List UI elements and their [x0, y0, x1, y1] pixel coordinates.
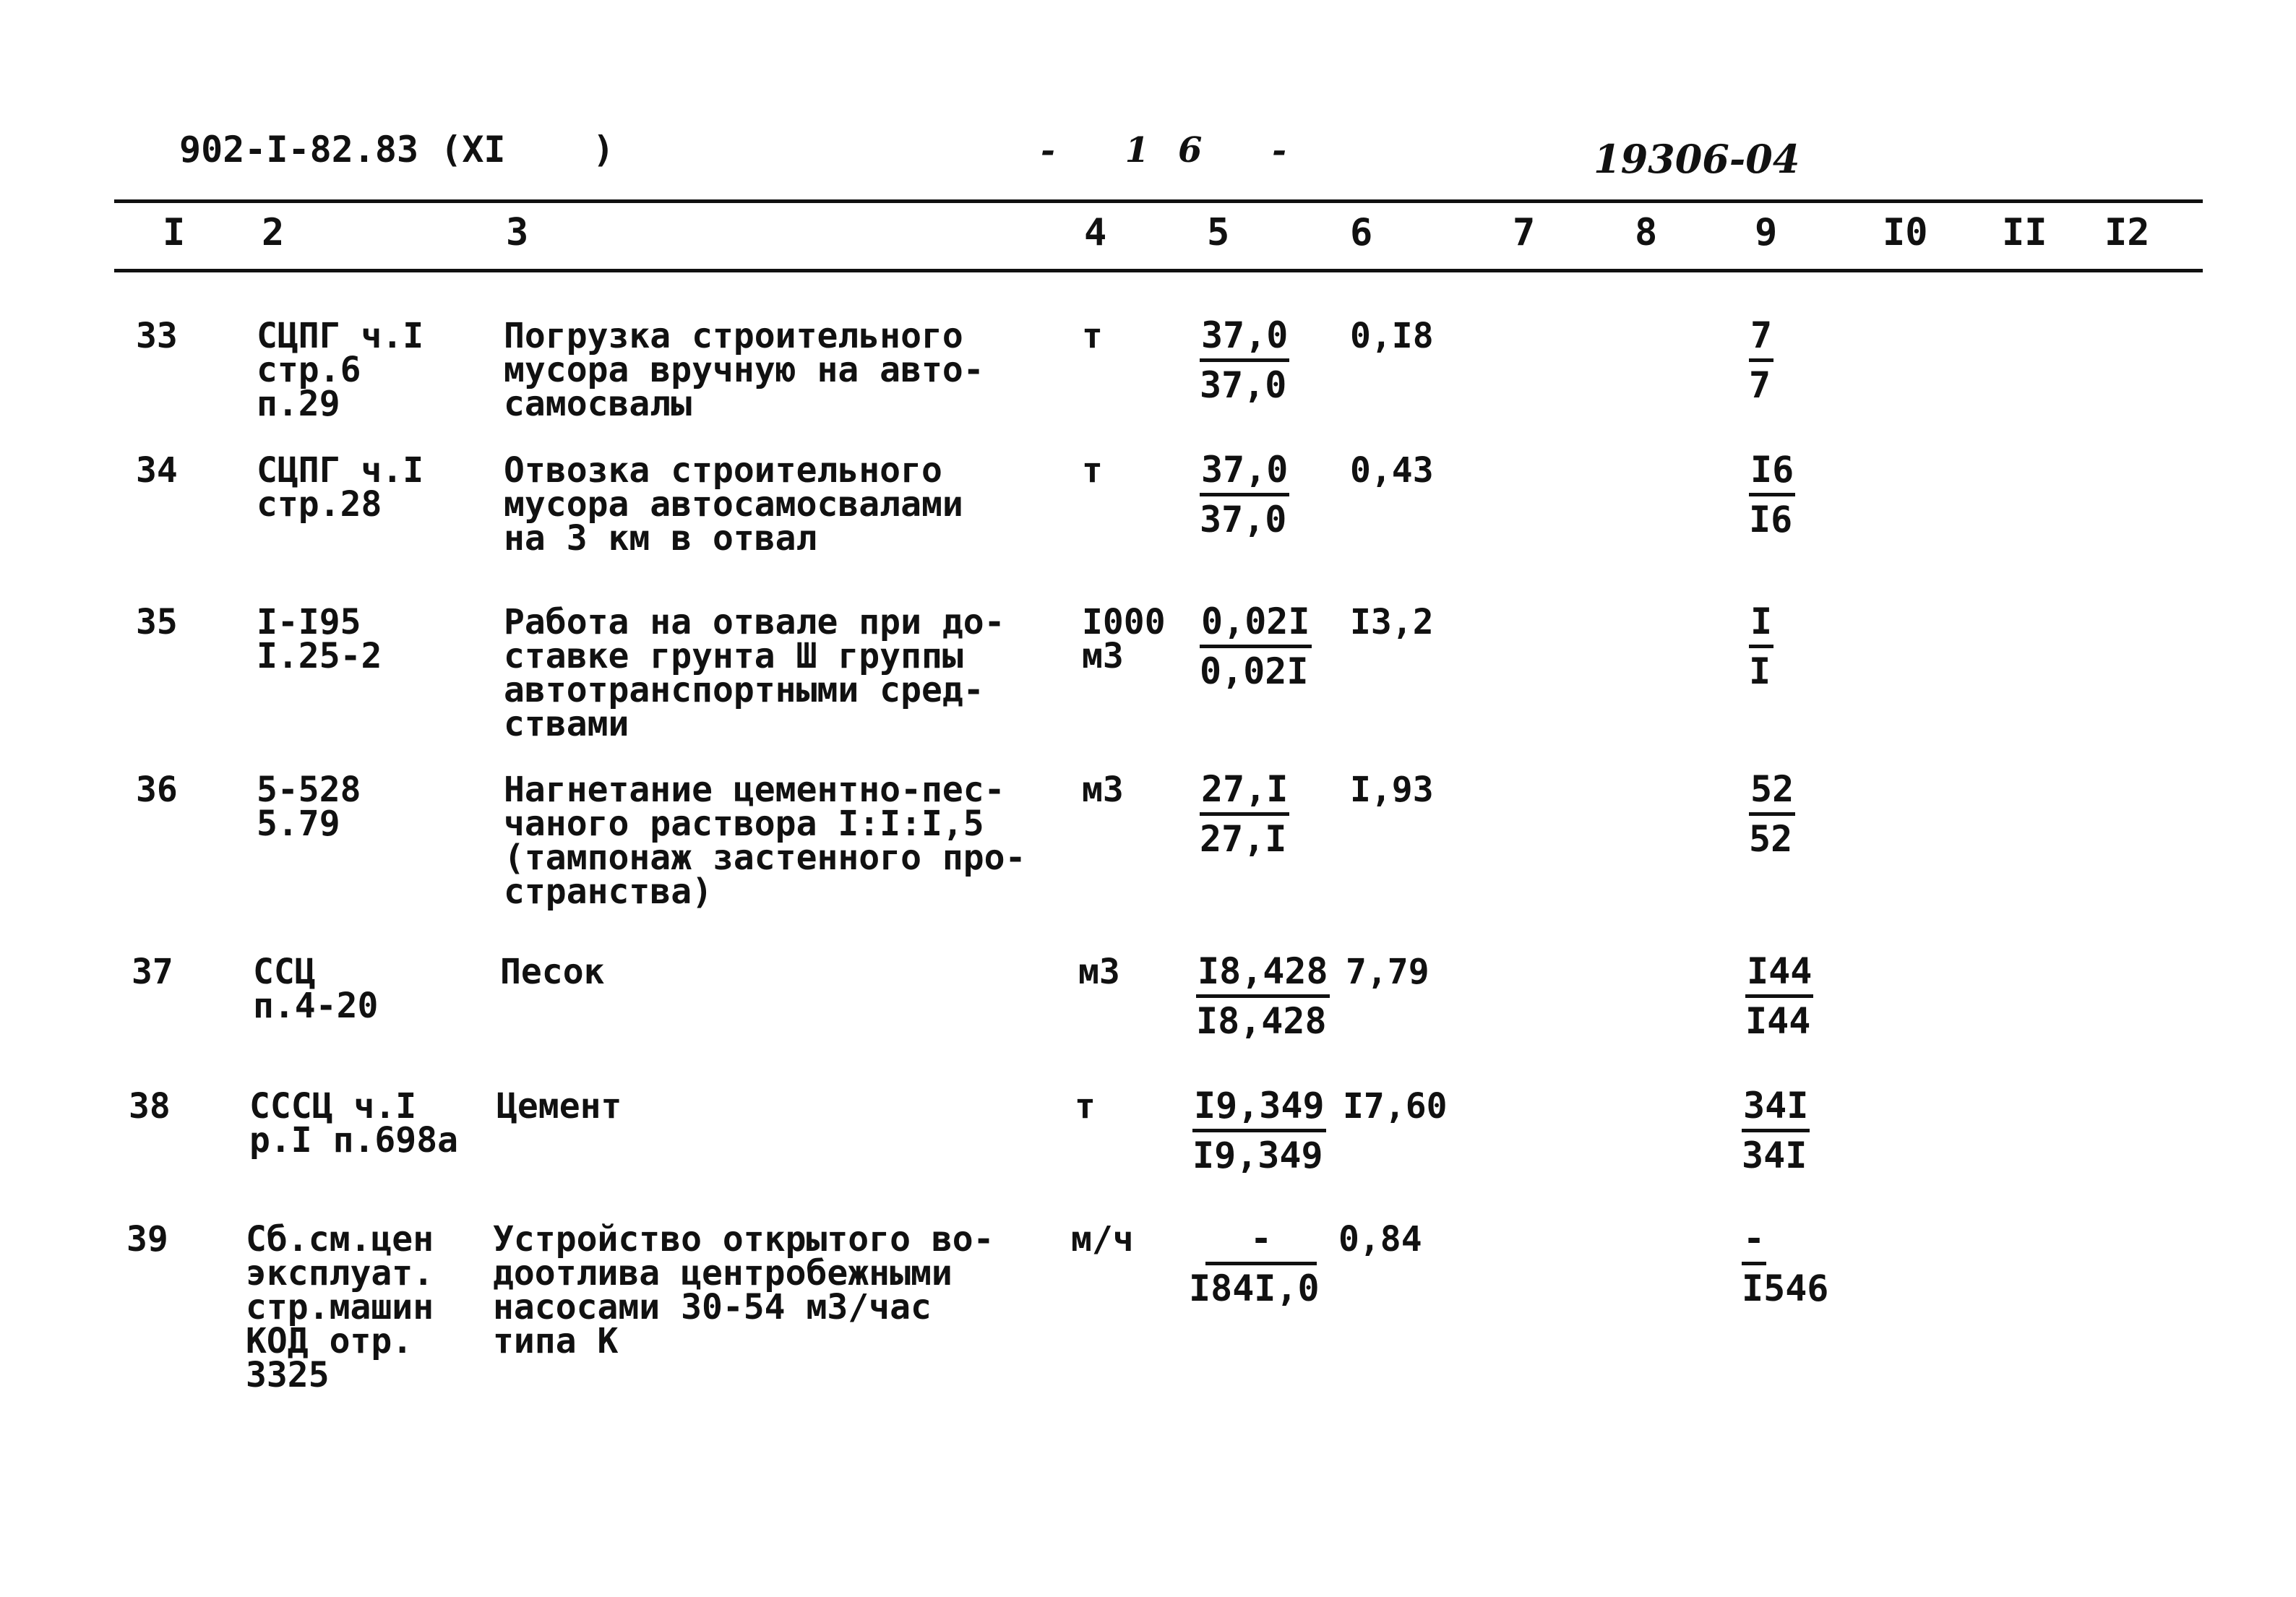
row-number: 36	[136, 770, 178, 810]
row-column-9-fraction	[1749, 312, 1773, 408]
row-reference: 5-528 5.79	[257, 770, 361, 844]
row-reference: СЦПГ ч.I стр.28	[257, 450, 424, 525]
column-9-bottom: I546	[1742, 1267, 1829, 1309]
row-number: 33	[136, 316, 178, 356]
column-9-bottom: 34I	[1742, 1135, 1807, 1176]
row-description: Цемент	[496, 1086, 622, 1127]
quantity-bottom: I8,428	[1196, 1000, 1327, 1042]
quantity-bottom: 37,0	[1200, 499, 1287, 541]
row-column-9-fraction	[1742, 1082, 1810, 1179]
quantity-bottom: I9,349	[1192, 1135, 1323, 1176]
quantity-top: 27,I	[1200, 766, 1289, 816]
row-quantity-fraction	[1192, 1082, 1326, 1179]
column-header-7: 7	[1513, 211, 1536, 254]
row-number: 35	[136, 602, 178, 642]
row-unit: м3	[1078, 952, 1120, 992]
header-top-rule	[114, 199, 2203, 203]
row-unit: т	[1075, 1086, 1096, 1127]
row-number: 39	[126, 1219, 168, 1260]
row-unit: м3	[1082, 770, 1124, 810]
column-header-4: 4	[1084, 211, 1107, 254]
row-column-9-fraction	[1745, 948, 1813, 1044]
column-9-bottom: I	[1749, 650, 1771, 692]
row-column-9-fraction	[1749, 447, 1795, 543]
row-column-6: I,93	[1350, 770, 1434, 810]
column-header-2: 2	[262, 211, 285, 254]
column-9-top: I6	[1749, 447, 1795, 496]
column-9-bottom: 7	[1749, 364, 1771, 406]
column-header-11: II	[2002, 211, 2047, 254]
column-9-bottom: 52	[1749, 818, 1793, 860]
row-description: Отвозка строительного мусора автосамосвалами на 3 км в отвал	[504, 450, 963, 559]
quantity-top: I8,428	[1196, 948, 1330, 998]
row-unit: м/ч	[1071, 1219, 1134, 1260]
row-column-6: 0,I8	[1350, 316, 1434, 356]
handwritten-code: 19306-04	[1594, 136, 1800, 182]
quantity-bottom: I84I,0	[1189, 1267, 1320, 1309]
column-header-6: 6	[1350, 211, 1373, 254]
column-9-top: 34I	[1742, 1082, 1810, 1132]
quantity-bottom: 0,02I	[1200, 650, 1309, 692]
row-unit: т	[1082, 316, 1103, 356]
quantity-top: -	[1205, 1215, 1317, 1265]
column-header-12: I2	[2104, 211, 2150, 254]
column-header-9: 9	[1755, 211, 1778, 254]
row-reference: СЦПГ ч.I стр.6 п.29	[257, 316, 424, 424]
column-header-10: I0	[1883, 211, 1928, 254]
row-description: Погрузка строительного мусора вручную на авто- самосвалы	[504, 316, 984, 424]
column-header-5: 5	[1207, 211, 1230, 254]
row-reference: СССЦ ч.I р.I п.698а	[249, 1086, 458, 1161]
quantity-top: I9,349	[1192, 1082, 1326, 1132]
row-quantity-fraction	[1200, 598, 1312, 694]
row-column-6: I3,2	[1350, 602, 1434, 642]
row-description: Песок	[500, 952, 605, 992]
row-column-9-fraction	[1749, 766, 1795, 862]
row-quantity-fraction	[1196, 948, 1330, 1044]
row-reference: ССЦ п.4-20	[253, 952, 379, 1026]
row-number: 37	[132, 952, 173, 992]
column-header-8: 8	[1635, 211, 1658, 254]
column-9-top: I44	[1745, 948, 1813, 998]
column-header-3: 3	[506, 211, 529, 254]
row-unit: I000 м3	[1082, 602, 1166, 676]
row-column-9-fraction	[1749, 598, 1773, 694]
row-description: Устройство открытого во- доотлива центробежными насосами 30-54 м3/час типа К	[493, 1219, 994, 1361]
row-column-6: 0,84	[1338, 1219, 1422, 1260]
row-number: 34	[136, 450, 178, 491]
quantity-top: 37,0	[1200, 312, 1289, 362]
row-number: 38	[129, 1086, 171, 1127]
column-9-bottom: I6	[1749, 499, 1793, 541]
row-quantity-fraction	[1200, 447, 1289, 543]
column-9-bottom: I44	[1745, 1000, 1811, 1042]
row-column-6: 0,43	[1350, 450, 1434, 491]
column-9-top: -	[1742, 1215, 1766, 1265]
row-reference: Сб.см.цен эксплуат. стр.машин КОД отр. 3325	[246, 1219, 434, 1395]
row-quantity-fraction	[1200, 312, 1289, 408]
row-unit: т	[1082, 450, 1103, 491]
row-column-6: 7,79	[1346, 952, 1429, 992]
document-code: 902-I-82.83 (XI )	[179, 129, 615, 171]
column-9-top: 7	[1749, 312, 1773, 362]
column-9-top: I	[1749, 598, 1773, 648]
row-description: Нагнетание цементно-пес- чаного раствора I:I:I,5 (тампонаж застенного про- странства)	[504, 770, 1026, 912]
row-reference: I-I95 I.25-2	[257, 602, 382, 676]
quantity-bottom: 37,0	[1200, 364, 1287, 406]
row-column-6: I7,60	[1343, 1086, 1448, 1127]
column-header-1: I	[163, 211, 186, 254]
quantity-top: 37,0	[1200, 447, 1289, 496]
quantity-top: 0,02I	[1200, 598, 1312, 648]
column-9-top: 52	[1749, 766, 1795, 816]
row-quantity-fraction	[1189, 1215, 1333, 1312]
row-quantity-fraction	[1200, 766, 1289, 862]
quantity-bottom: 27,I	[1200, 818, 1287, 860]
row-description: Работа на отвале при до- ставке грунта Ш группы автотранспортными сред- ствами	[504, 602, 1005, 744]
header-bottom-rule	[114, 269, 2203, 272]
page-number: - 16 -	[1041, 130, 1316, 171]
row-column-9-fraction	[1742, 1215, 1828, 1312]
